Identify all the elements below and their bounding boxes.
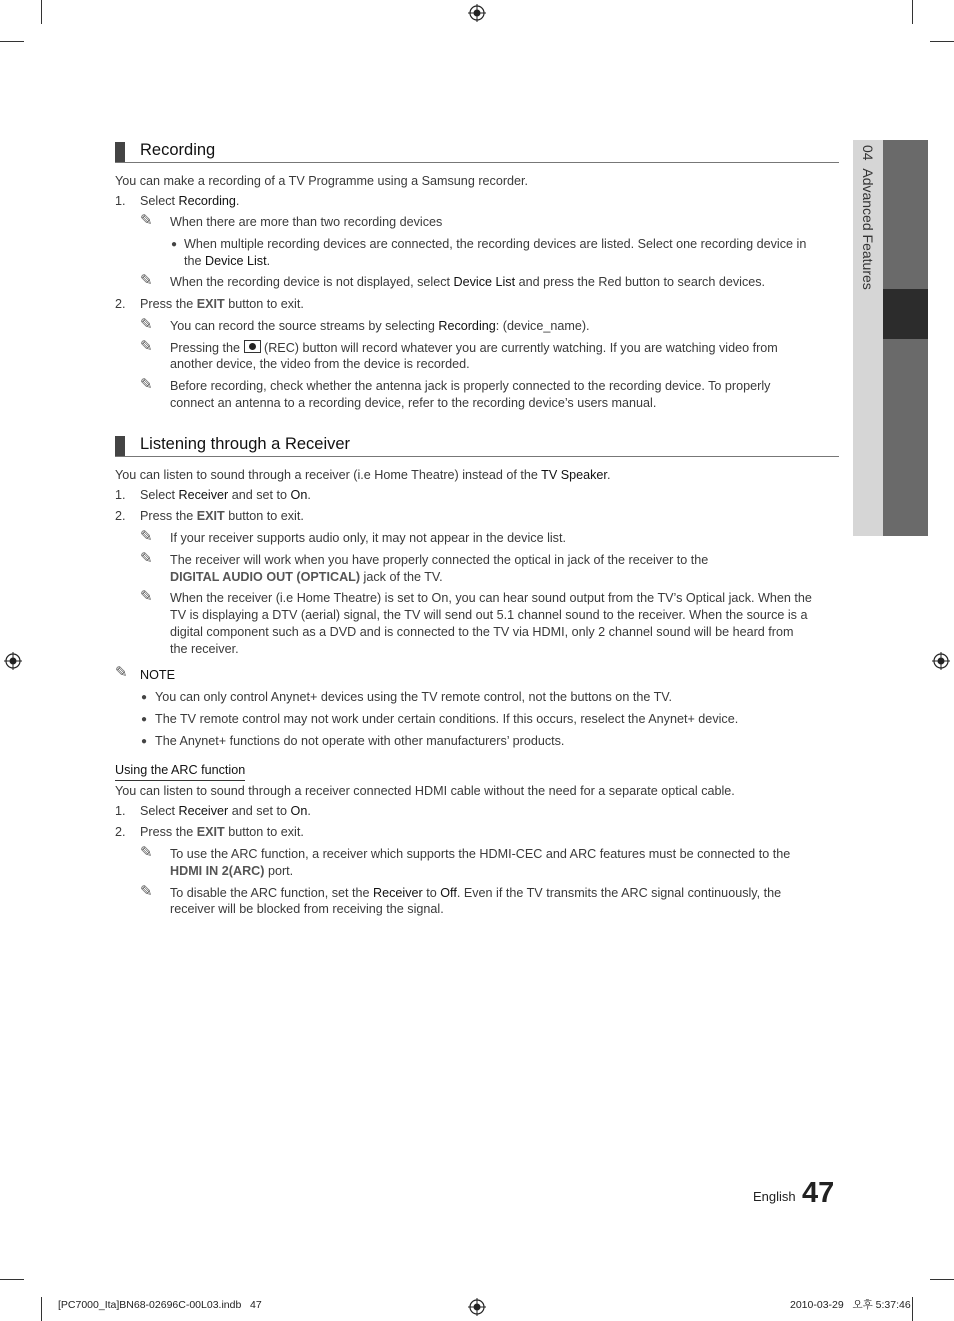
crop-mark xyxy=(41,0,42,24)
heading-bar xyxy=(115,142,125,162)
receiver-note-2-line2: DIGITAL AUDIO OUT (OPTICAL) jack of the TV. xyxy=(170,570,443,584)
crop-mark xyxy=(912,0,913,24)
print-timestamp: 2010-03-29 오후 5:37:46 xyxy=(790,1299,911,1311)
heading-rule xyxy=(115,456,839,457)
receiver-note-3: When the receiver (i.e Home Theatre) is set to On, you can hear sound output from the TV’s Optical jack. When the xyxy=(170,591,812,605)
heading-bar xyxy=(115,436,125,456)
recording-note-1-bullet-line2: the Device List. xyxy=(184,254,271,268)
pencil-note-icon: ✎ xyxy=(140,528,153,545)
recording-note-1-bullet: When multiple recording devices are connected, the recording devices are listed. Select one recording device in xyxy=(184,237,807,251)
receiver-note-3-line4: the receiver. xyxy=(170,642,239,656)
heading-rule xyxy=(115,162,839,163)
receiver-step-2: Press the EXIT button to exit. xyxy=(140,509,304,523)
step-number: 1. xyxy=(115,488,126,502)
recording-note-5-line2: connect an antenna to a recording device, refer to the recording device’s users manual. xyxy=(170,396,657,410)
bullet-icon: ● xyxy=(141,692,148,703)
step-number: 1. xyxy=(115,804,126,818)
crop-mark xyxy=(41,1297,42,1321)
bullet-icon: ● xyxy=(141,736,148,747)
footer-language: English xyxy=(753,1189,796,1204)
arc-step-2: Press the EXIT button to exit. xyxy=(140,825,304,839)
receiver-heading: Listening through a Receiver xyxy=(140,435,351,453)
step-number: 2. xyxy=(115,825,126,839)
side-tab xyxy=(853,140,928,536)
note-label: NOTE xyxy=(140,668,175,682)
recording-note-2: When the recording device is not displayed, select Device List and press the Red button to search devices. xyxy=(170,275,766,289)
crop-mark xyxy=(930,1279,954,1280)
pencil-note-icon: ✎ xyxy=(140,883,153,900)
recording-note-1: When there are more than two recording devices xyxy=(170,215,443,229)
recording-note-4: Pressing the (REC) button will record whatever you are currently watching. If you are watching video from xyxy=(170,341,778,355)
bullet-icon: ● xyxy=(141,714,148,725)
pencil-note-icon: ✎ xyxy=(140,376,153,393)
step-number: 2. xyxy=(115,297,126,311)
note-bullet: The TV remote control may not work under certain conditions. If this occurs, reselect the Anynet+ device. xyxy=(155,712,739,726)
recording-note-4-line2: another device, the video from the device is recorded. xyxy=(170,357,470,371)
file-info: [PC7000_Ita]BN68-02696C-00L03.indb 47 xyxy=(58,1299,262,1311)
step-number: 2. xyxy=(115,509,126,523)
pencil-note-icon: ✎ xyxy=(140,338,153,355)
receiver-note-1: If your receiver supports audio only, it may not appear in the device list. xyxy=(170,531,566,545)
bullet-icon: ● xyxy=(171,239,178,250)
recording-note-5: Before recording, check whether the antenna jack is properly connected to the recording device. To properly xyxy=(170,379,771,393)
side-tab-active xyxy=(883,289,928,339)
recording-intro: You can make a recording of a TV Programme using a Samsung recorder. xyxy=(115,174,529,188)
chapter-title: Advanced Features xyxy=(860,168,876,290)
recording-step-1: Select Recording. xyxy=(140,194,240,208)
receiver-intro: You can listen to sound through a receiver (i.e Home Theatre) instead of the TV Speaker. xyxy=(115,468,611,482)
crop-mark xyxy=(0,1279,24,1280)
crop-mark xyxy=(912,1297,913,1321)
registration-mark-icon xyxy=(468,1298,486,1316)
side-tab-label xyxy=(860,145,876,290)
rec-button-icon xyxy=(244,340,261,353)
pencil-note-icon: ✎ xyxy=(140,272,153,289)
receiver-note-2: The receiver will work when you have properly connected the optical in jack of the receiver to the xyxy=(170,553,709,567)
chapter-number: 04 xyxy=(860,145,876,161)
arc-subheading: Using the ARC function xyxy=(115,762,245,781)
arc-note-1: To use the ARC function, a receiver which supports the HDMI-CEC and ARC features must be connected to the xyxy=(170,847,791,861)
arc-note-1-line2: HDMI IN 2(ARC) port. xyxy=(170,864,294,878)
receiver-note-3-line2: TV is displaying a DTV (aerial) signal, the TV will send out 5.1 channel sound to the receiver. When the source is a xyxy=(170,608,808,622)
pencil-note-icon: ✎ xyxy=(140,212,153,229)
page-number: 47 xyxy=(802,1177,835,1209)
registration-mark-icon xyxy=(4,652,22,670)
note-bullet: You can only control Anynet+ devices using the TV remote control, not the buttons on the TV. xyxy=(155,690,673,704)
recording-step-2: Press the EXIT button to exit. xyxy=(140,297,304,311)
registration-mark-icon xyxy=(468,4,486,22)
recording-note-3: You can record the source streams by selecting Recording: (device_name). xyxy=(170,319,590,333)
pencil-note-icon: ✎ xyxy=(140,316,153,333)
note-bullet: The Anynet+ functions do not operate with other manufacturers’ products. xyxy=(155,734,565,748)
step-number: 1. xyxy=(115,194,126,208)
crop-mark xyxy=(0,41,24,42)
crop-mark xyxy=(930,41,954,42)
receiver-note-3-line3: digital component such as a DVD and is connected to the TV via HDMI, only 2 channel sound will be heard from xyxy=(170,625,794,639)
recording-heading: Recording xyxy=(140,141,216,159)
receiver-step-1: Select Receiver and set to On. xyxy=(140,488,311,502)
registration-mark-icon xyxy=(932,652,950,670)
arc-step-1: Select Receiver and set to On. xyxy=(140,804,311,818)
arc-note-2: To disable the ARC function, set the Receiver to Off. Even if the TV transmits the ARC signal continuously, the xyxy=(170,886,782,900)
arc-note-2-line2: receiver will be blocked from receiving the signal. xyxy=(170,902,444,916)
pencil-note-icon: ✎ xyxy=(140,550,153,567)
pencil-note-icon: ✎ xyxy=(140,588,153,605)
arc-intro: You can listen to sound through a receiver connected HDMI cable without the need for a separate optical cable. xyxy=(115,784,735,798)
pencil-note-icon: ✎ xyxy=(140,844,153,861)
pencil-note-icon: ✎ xyxy=(115,664,128,681)
